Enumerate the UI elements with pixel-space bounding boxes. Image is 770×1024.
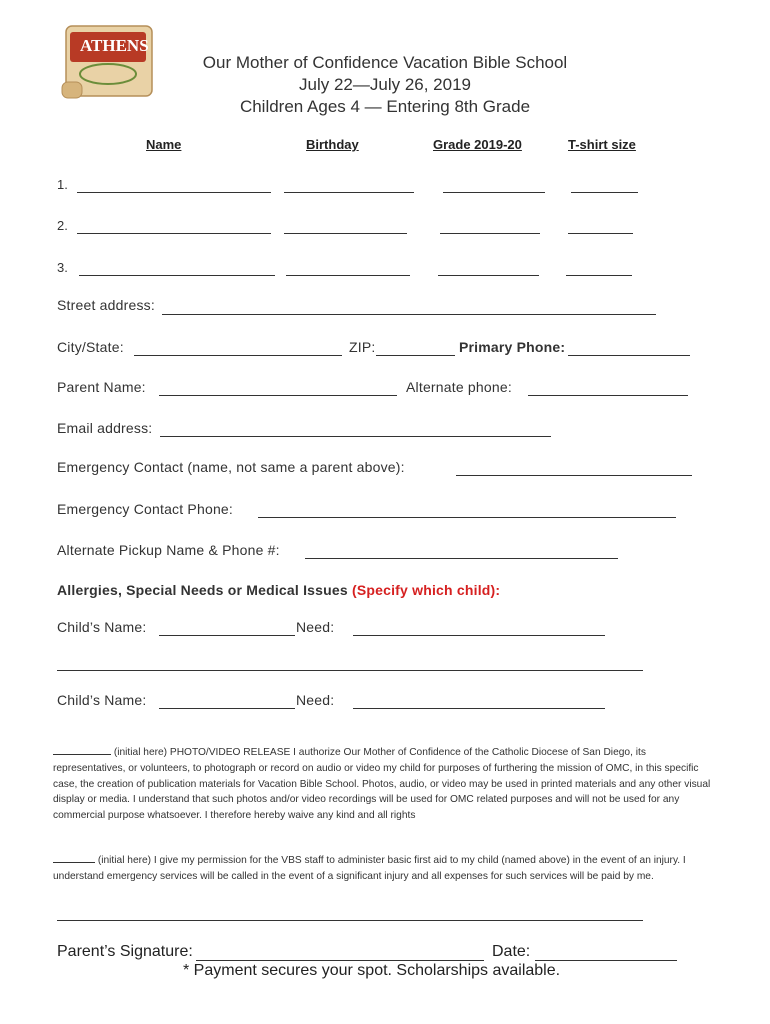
photo-initial-field[interactable] <box>53 754 111 755</box>
child2-tshirt-field[interactable] <box>568 233 633 234</box>
need1-field[interactable] <box>353 635 605 636</box>
need2-label: Need: <box>296 692 335 708</box>
emergency-field[interactable] <box>456 475 692 476</box>
signature-label: Parent’s Signature: <box>57 943 193 960</box>
allergy-child1-field[interactable] <box>159 635 295 636</box>
child1-grade-field[interactable] <box>443 192 545 193</box>
child2-name-field[interactable] <box>77 233 271 234</box>
primary-phone-label: Primary Phone: <box>459 339 566 355</box>
payment-note: * Payment secures your spot. Scholarships available. <box>183 962 561 979</box>
firstaid-release-text <box>53 853 713 885</box>
logo-text: ATHENS <box>80 36 149 55</box>
photo-release-body: (initial here) PHOTO/VIDEO RELEASE I authorize Our Mother of Confidence of the Catholic Diocese of San Diego, its representatives, or volunteers, to photograph or record on audio or video my child for purposes of furthering the mission of OMC, in this specific case, the creation of publication materials for Vacation Bible School. Photos, audio, or video may be used in printed materials and any other visual display or media. I understand that such photos and/or video recordings will be used for OMC related purposes and will not be used for any commercial purpose whatsoever. I therefore hereby waive any kind and all rights <box>53 747 711 822</box>
pickup-label: Alternate Pickup Name & Phone #: <box>57 542 280 558</box>
col-name: Name <box>146 137 182 152</box>
primary-phone-field[interactable] <box>568 355 690 356</box>
emergency-label: Emergency Contact (name, not same a parent above): <box>57 459 405 475</box>
allergies-heading <box>57 582 500 598</box>
age-range: Children Ages 4 — Entering 8th Grade <box>239 97 531 116</box>
emergency-phone-label: Emergency Contact Phone: <box>57 501 234 517</box>
col-tshirt: T-shirt size <box>568 137 636 152</box>
child3-tshirt-field[interactable] <box>566 275 632 276</box>
form-header <box>140 52 630 118</box>
row-number-1: 1. <box>57 177 68 192</box>
event-dates: July 22—July 26, 2019 <box>299 75 471 94</box>
need1-label: Need: <box>296 619 335 635</box>
parent-field[interactable] <box>159 395 397 396</box>
child3-birthday-field[interactable] <box>286 275 410 276</box>
city-label: City/State: <box>57 339 124 355</box>
street-label: Street address: <box>57 297 155 313</box>
firstaid-release-body: (initial here) I give my permission for the VBS staff to administer basic first aid to my child (named above) in the event of an injury. I understand emergency services will be called in the event of a significant injury and all expenses for such services will be paid by me. <box>53 855 686 882</box>
row-number-3: 3. <box>57 260 68 275</box>
child1-tshirt-field[interactable] <box>571 192 638 193</box>
allergy-child2-field[interactable] <box>159 708 295 709</box>
firstaid-initial-field[interactable] <box>53 862 95 863</box>
alt-phone-label: Alternate phone: <box>406 379 512 395</box>
allergies-specify: (Specify which child): <box>351 582 501 598</box>
photo-release-text <box>53 745 713 824</box>
street-field[interactable] <box>162 314 656 315</box>
row-number-2: 2. <box>57 218 68 233</box>
city-field[interactable] <box>134 355 342 356</box>
date-label: Date: <box>492 943 531 960</box>
child1-name-label: Child’s Name: <box>57 619 147 635</box>
child2-grade-field[interactable] <box>440 233 540 234</box>
child3-name-field[interactable] <box>79 275 275 276</box>
need-continuation-field[interactable] <box>57 670 643 671</box>
alt-phone-field[interactable] <box>528 395 688 396</box>
need2-field[interactable] <box>353 708 605 709</box>
allergies-heading-text: Allergies, Special Needs or Medical Issues <box>57 582 348 598</box>
zip-label: ZIP: <box>349 339 376 355</box>
email-label: Email address: <box>57 420 153 436</box>
email-field[interactable] <box>160 436 551 437</box>
date-field[interactable] <box>535 960 677 961</box>
pickup-field[interactable] <box>305 558 618 559</box>
child1-birthday-field[interactable] <box>284 192 414 193</box>
child3-grade-field[interactable] <box>438 275 539 276</box>
signature-field[interactable] <box>196 960 484 961</box>
child1-name-field[interactable] <box>77 192 271 193</box>
emergency-phone-field[interactable] <box>258 517 676 518</box>
separator-line <box>57 920 643 921</box>
parent-label: Parent Name: <box>57 379 146 395</box>
form-title: Our Mother of Confidence Vacation Bible School <box>202 53 568 72</box>
zip-field[interactable] <box>376 355 455 356</box>
col-grade: Grade 2019-20 <box>433 137 522 152</box>
col-birthday: Birthday <box>306 137 359 152</box>
child2-name-label: Child’s Name: <box>57 692 147 708</box>
child2-birthday-field[interactable] <box>284 233 407 234</box>
